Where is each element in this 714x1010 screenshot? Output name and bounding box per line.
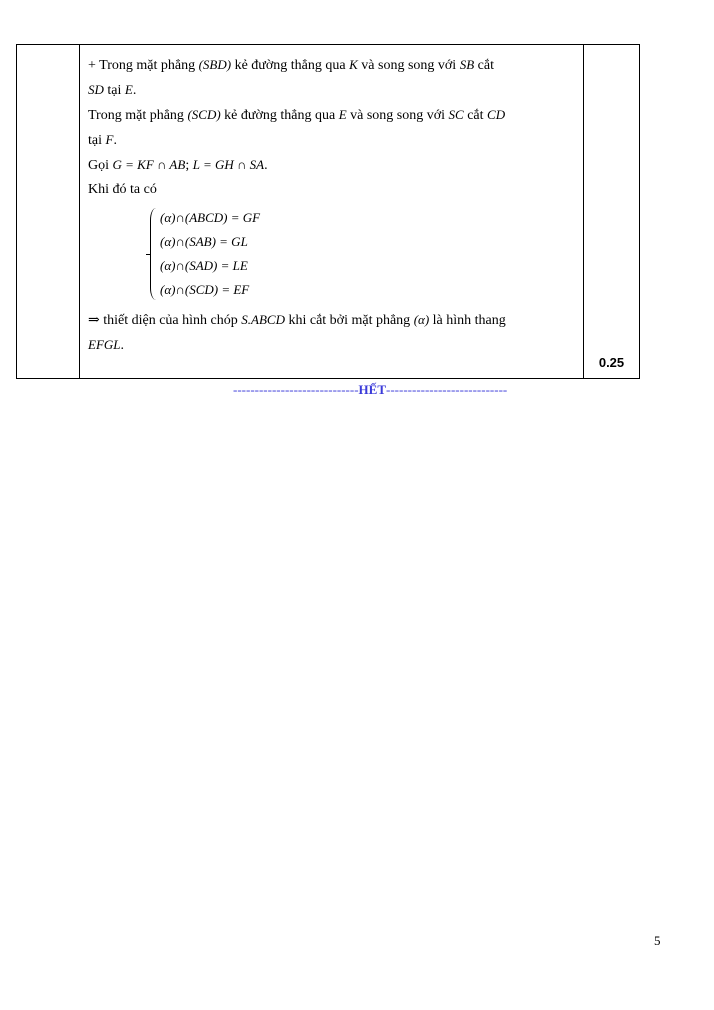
text: và song song với xyxy=(361,58,457,73)
text: cắt xyxy=(477,58,494,73)
score-cell xyxy=(584,45,640,379)
text: . xyxy=(264,158,268,173)
text: kẻ đường thẳng qua xyxy=(234,58,346,73)
end-marker xyxy=(233,382,507,398)
math: (SBD) xyxy=(198,57,232,72)
question-cell xyxy=(17,45,80,379)
math: SC xyxy=(448,107,464,122)
math: F xyxy=(105,132,114,147)
text: + Trong mặt phẳng xyxy=(88,58,196,73)
text: Gọi xyxy=(88,158,109,173)
math: E xyxy=(338,107,347,122)
math: E xyxy=(124,82,133,97)
solution-paragraph-1 xyxy=(88,53,575,103)
math: S.ABCD xyxy=(241,312,285,327)
solution-paragraph-2 xyxy=(88,103,575,153)
text: và song song với xyxy=(350,108,446,123)
text: tại xyxy=(107,83,122,98)
end-dashes-left: ----------------------------- xyxy=(233,382,359,397)
text: ; xyxy=(185,158,190,173)
math: K xyxy=(349,57,358,72)
left-brace xyxy=(150,208,157,300)
text: tại xyxy=(88,133,102,148)
math: (α) xyxy=(413,312,430,327)
equation-line: (α)∩(SAB) = GL xyxy=(160,234,248,249)
math: SB xyxy=(459,57,475,72)
solution-table xyxy=(16,44,640,379)
solution-cell xyxy=(80,45,584,379)
equation-line: (α)∩(SAD) = LE xyxy=(160,258,248,273)
text: Trong mặt phẳng xyxy=(88,108,184,123)
math: G = KF ∩ AB xyxy=(112,157,186,172)
math: L = GH ∩ SA xyxy=(192,157,265,172)
text: kẻ đường thẳng qua xyxy=(224,108,336,123)
math: CD xyxy=(487,107,506,122)
text: cắt xyxy=(467,108,484,123)
text: . xyxy=(132,83,137,98)
text: . xyxy=(120,338,124,353)
math: SD xyxy=(88,82,104,97)
equation-system xyxy=(150,206,575,302)
solution-paragraph-3 xyxy=(88,153,575,178)
score-value: 0.25 xyxy=(598,355,625,370)
conclusion-paragraph xyxy=(88,308,575,358)
text: thiết diện của hình chóp xyxy=(103,313,238,328)
math: (SCD) xyxy=(187,107,221,122)
text: khi cắt bởi mặt phẳng xyxy=(288,313,411,328)
text: . xyxy=(113,133,117,148)
end-word: HẾT xyxy=(358,382,387,397)
page-number: 5 xyxy=(654,933,661,948)
text: là hình thang xyxy=(432,313,506,328)
equation-line: (α)∩(SCD) = EF xyxy=(160,282,250,297)
implies-icon: ⇒ xyxy=(88,313,100,328)
equation-line: (α)∩(ABCD) = GF xyxy=(160,210,261,225)
math: EFGL xyxy=(88,337,121,352)
solution-paragraph-4: Khi đó ta có xyxy=(88,182,157,197)
end-dashes-right: ---------------------------- xyxy=(386,382,508,397)
